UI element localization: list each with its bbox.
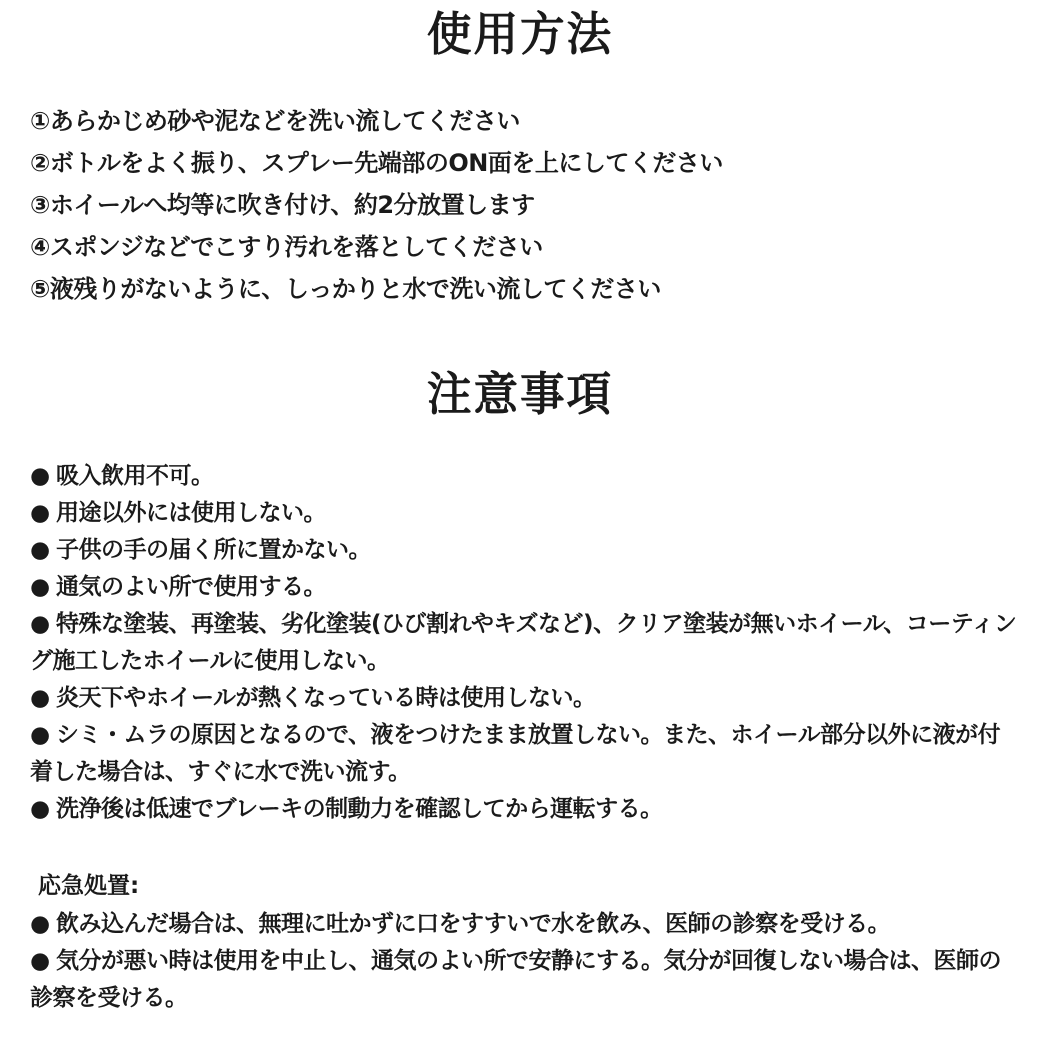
bullet-icon: ●	[30, 722, 50, 748]
caution-item-text: 用途以外には使用しない。	[56, 500, 326, 526]
bullet-icon: ●	[30, 796, 50, 822]
usage-heading: 使用方法	[426, 7, 614, 61]
bullet-icon: ●	[30, 611, 50, 637]
emergency-heading: 応急処置:	[38, 873, 140, 899]
usage-step: ④スポンジなどでこすり汚れを落としてください	[30, 233, 543, 261]
emergency-item	[30, 943, 1020, 1017]
bullet-icon: ●	[30, 948, 50, 974]
usage-step: ②ボトルをよく振り、スプレー先端部のON面を上にしてください	[30, 149, 723, 177]
caution-item-text: 特殊な塗装、再塗装、劣化塗装(ひび割れやキズなど)、クリア塗装が無いホイール、コーティング施工したホイールに使用しない。	[30, 611, 1017, 674]
caution-item	[30, 458, 1020, 495]
bullet-icon: ●	[30, 463, 50, 489]
bullet-icon: ●	[30, 685, 50, 711]
caution-item	[30, 717, 1020, 791]
caution-item-text: 吸入飲用不可。	[56, 463, 214, 489]
caution-item	[30, 680, 1020, 717]
bullet-icon: ●	[30, 537, 50, 563]
caution-item-text: 通気のよい所で使用する。	[56, 574, 326, 600]
caution-item-text: 炎天下やホイールが熱くなっている時は使用しない。	[56, 685, 596, 711]
caution-item	[30, 532, 1020, 569]
caution-heading: 注意事項	[426, 367, 614, 421]
caution-item-text: 洗浄後は低速でブレーキの制動力を確認してから運転する。	[56, 796, 663, 822]
bullet-icon: ●	[30, 911, 50, 937]
caution-item	[30, 791, 1020, 828]
bullet-icon: ●	[30, 574, 50, 600]
emergency-list	[30, 906, 1020, 1017]
caution-item	[30, 606, 1020, 680]
usage-steps-list	[30, 100, 1020, 310]
usage-step: ①あらかじめ砂や泥などを洗い流してください	[30, 107, 520, 135]
usage-step: ③ホイールへ均等に吹き付け、約2分放置します	[30, 191, 535, 219]
caution-item	[30, 569, 1020, 606]
caution-item-text: 子供の手の届く所に置かない。	[56, 537, 371, 563]
emergency-item	[30, 906, 1020, 943]
caution-item	[30, 495, 1020, 532]
emergency-item-text: 飲み込んだ場合は、無理に吐かずに口をすすいで水を飲み、医師の診察を受ける。	[56, 911, 891, 937]
caution-item-text: シミ・ムラの原因となるので、液をつけたまま放置しない。また、ホイール部分以外に液が付着した場合は、すぐに水で洗い流す。	[30, 722, 1001, 785]
bullet-icon: ●	[30, 500, 50, 526]
emergency-item-text: 気分が悪い時は使用を中止し、通気のよい所で安静にする。気分が回復しない場合は、医師の診察を受ける。	[30, 948, 1001, 1011]
caution-list	[30, 458, 1020, 828]
usage-step: ⑤液残りがないように、しっかりと水で洗い流してください	[30, 275, 661, 303]
